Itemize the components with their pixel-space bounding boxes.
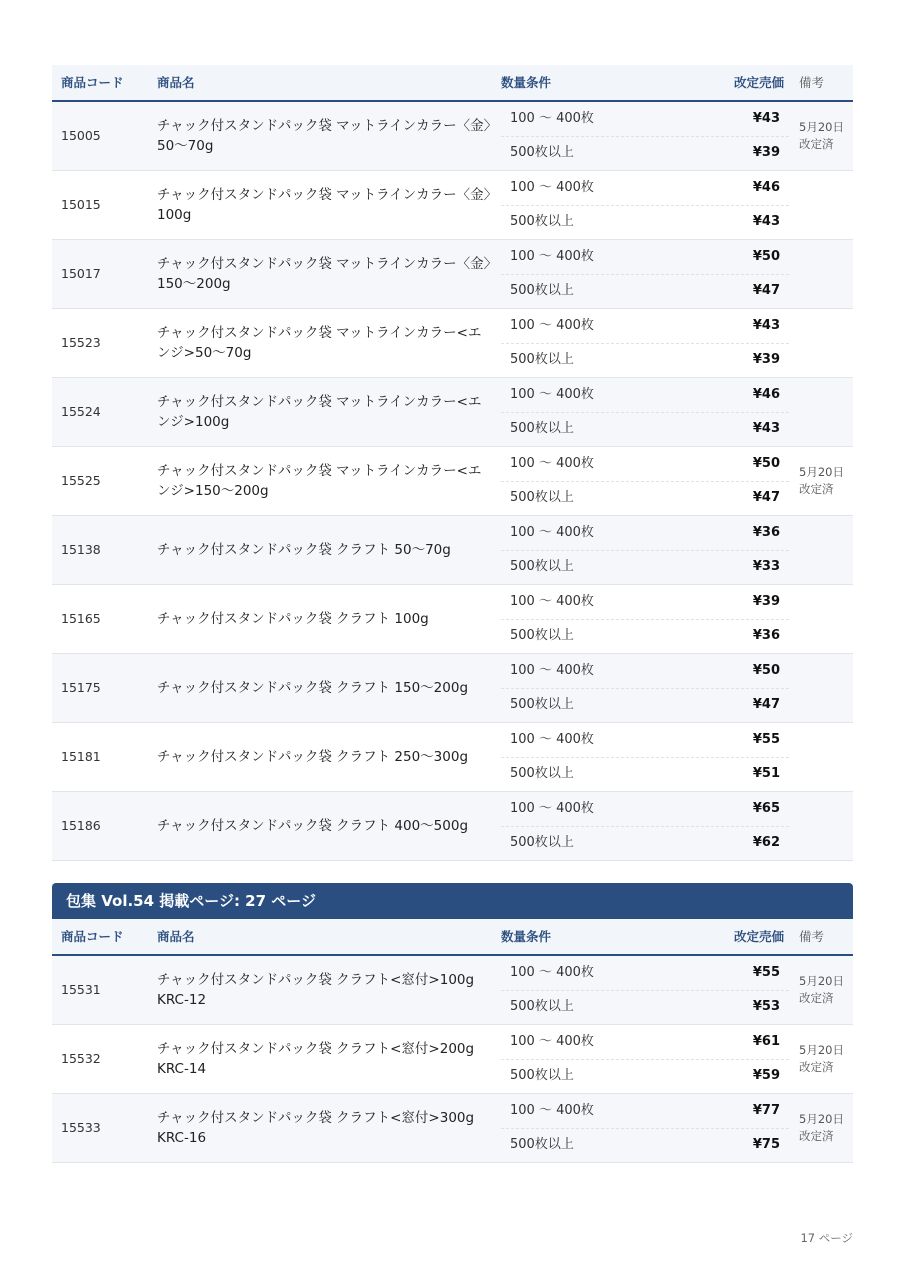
- quantity-condition: 500枚以上: [510, 145, 574, 160]
- product-name-cell: [157, 461, 492, 501]
- product-name: チャック付スタンドパック袋 マットラインカラー〈金〉150〜200g: [157, 256, 491, 292]
- remarks: [799, 1111, 844, 1145]
- price-tier: [501, 1128, 789, 1162]
- quantity-condition: 500枚以上: [510, 766, 574, 781]
- product-code: 15525: [61, 473, 101, 488]
- price-tier: [501, 1059, 789, 1093]
- product-code: 15005: [61, 128, 101, 143]
- revised-price: ¥46: [752, 180, 780, 195]
- quantity-condition: 100 〜 400枚: [510, 525, 594, 540]
- table-row: [52, 102, 853, 171]
- header-name: 商品名: [157, 929, 195, 944]
- table-row: [52, 792, 853, 861]
- quantity-condition: 100 〜 400枚: [510, 732, 594, 747]
- product-name-cell: [157, 116, 492, 156]
- quantity-condition: 500枚以上: [510, 421, 574, 436]
- product-name-cell: [157, 678, 492, 698]
- page-number: 17 ページ: [800, 1231, 853, 1245]
- quantity-condition: 500枚以上: [510, 559, 574, 574]
- remarks: [799, 464, 844, 498]
- product-code: 15165: [61, 611, 101, 626]
- remarks: [799, 1042, 844, 1076]
- product-code: 15524: [61, 404, 101, 419]
- revised-price: ¥59: [752, 1068, 780, 1083]
- product-code: 15533: [61, 1120, 101, 1135]
- table-row: [52, 378, 853, 447]
- price-tier: [501, 240, 789, 275]
- product-code: 15015: [61, 197, 101, 212]
- table-header: [52, 919, 853, 956]
- table-row: [52, 654, 853, 723]
- price-tier: [501, 136, 789, 170]
- revised-price: ¥47: [752, 697, 780, 712]
- product-name-cell: [157, 609, 492, 629]
- product-code: 15017: [61, 266, 101, 281]
- quantity-condition: 500枚以上: [510, 490, 574, 505]
- quantity-condition: 100 〜 400枚: [510, 180, 594, 195]
- table-row: [52, 447, 853, 516]
- revised-price: ¥50: [752, 663, 780, 678]
- price-tier: [501, 956, 789, 991]
- product-model: KRC-14: [157, 1061, 207, 1077]
- revised-price: ¥47: [752, 490, 780, 505]
- price-tier: [501, 378, 789, 413]
- price-table-2: [52, 919, 853, 1163]
- revised-price: ¥50: [752, 249, 780, 264]
- header-note: 備考: [799, 929, 825, 944]
- table-header: [52, 65, 853, 102]
- revised-price: ¥55: [752, 732, 780, 747]
- remarks-status: 改定済: [799, 1129, 834, 1143]
- header-price: 改定売価: [733, 929, 784, 944]
- revised-price: ¥75: [752, 1137, 780, 1152]
- remarks-date: 5月20日: [799, 465, 844, 479]
- table-row: [52, 240, 853, 309]
- price-tier: [501, 619, 789, 653]
- remarks-status: 改定済: [799, 991, 834, 1005]
- revised-price: ¥50: [752, 456, 780, 471]
- quantity-condition: 500枚以上: [510, 835, 574, 850]
- product-name: チャック付スタンドパック袋 クラフト<窓付>200g: [157, 1041, 475, 1057]
- header-qty: 数量条件: [501, 929, 552, 944]
- quantity-condition: 100 〜 400枚: [510, 965, 594, 980]
- price-tier: [501, 688, 789, 722]
- product-name: チャック付スタンドパック袋 クラフト 250〜300g: [157, 749, 469, 765]
- price-tier: [501, 1094, 789, 1129]
- table-row: [52, 723, 853, 792]
- price-tier: [501, 171, 789, 206]
- quantity-condition: 500枚以上: [510, 697, 574, 712]
- quantity-condition: 500枚以上: [510, 1068, 574, 1083]
- header-code: 商品コード: [61, 75, 124, 90]
- header-note: 備考: [799, 75, 825, 90]
- product-name-cell: [157, 816, 492, 836]
- product-code: 15532: [61, 1051, 101, 1066]
- remarks: [799, 119, 844, 153]
- price-tier: [501, 723, 789, 758]
- revised-price: ¥43: [752, 421, 780, 436]
- remarks-date: 5月20日: [799, 974, 844, 988]
- price-tier: [501, 757, 789, 791]
- revised-price: ¥61: [752, 1034, 780, 1049]
- quantity-condition: 100 〜 400枚: [510, 249, 594, 264]
- price-table-1: [52, 65, 853, 861]
- product-name-cell: [157, 970, 492, 1010]
- price-tier: [501, 516, 789, 551]
- product-name: チャック付スタンドパック袋 クラフト 100g: [157, 611, 429, 627]
- product-name: チャック付スタンドパック袋 マットラインカラー<エンジ>50〜70g: [157, 325, 482, 361]
- price-tier: [501, 309, 789, 344]
- header-code: 商品コード: [61, 929, 124, 944]
- revised-price: ¥43: [752, 111, 780, 126]
- quantity-condition: 100 〜 400枚: [510, 594, 594, 609]
- product-model: KRC-12: [157, 992, 207, 1008]
- product-name-cell: [157, 185, 492, 225]
- product-name: チャック付スタンドパック袋 マットラインカラー〈金〉100g: [157, 187, 491, 223]
- product-name-cell: [157, 1039, 492, 1079]
- product-name-cell: [157, 540, 492, 560]
- table-row: [52, 956, 853, 1025]
- quantity-condition: 500枚以上: [510, 999, 574, 1014]
- quantity-condition: 500枚以上: [510, 283, 574, 298]
- price-tier: [501, 1025, 789, 1060]
- quantity-condition: 100 〜 400枚: [510, 318, 594, 333]
- revised-price: ¥55: [752, 965, 780, 980]
- product-name-cell: [157, 392, 492, 432]
- quantity-condition: 100 〜 400枚: [510, 387, 594, 402]
- quantity-condition: 100 〜 400枚: [510, 1103, 594, 1118]
- product-model: KRC-16: [157, 1130, 207, 1146]
- remarks-date: 5月20日: [799, 1043, 844, 1057]
- price-tier: [501, 274, 789, 308]
- revised-price: ¥46: [752, 387, 780, 402]
- price-tier: [501, 826, 789, 860]
- price-tier: [501, 102, 789, 137]
- price-tier: [501, 447, 789, 482]
- price-tier: [501, 205, 789, 239]
- quantity-condition: 100 〜 400枚: [510, 663, 594, 678]
- remarks-date: 5月20日: [799, 1112, 844, 1126]
- revised-price: ¥36: [752, 628, 780, 643]
- product-name: チャック付スタンドパック袋 クラフト 400〜500g: [157, 818, 469, 834]
- product-name-cell: [157, 254, 492, 294]
- quantity-condition: 500枚以上: [510, 628, 574, 643]
- remarks-status: 改定済: [799, 482, 834, 496]
- revised-price: ¥33: [752, 559, 780, 574]
- price-tier: [501, 585, 789, 620]
- revised-price: ¥39: [752, 352, 780, 367]
- table-row: [52, 1025, 853, 1094]
- product-name: チャック付スタンドパック袋 マットラインカラー<エンジ>100g: [157, 394, 482, 430]
- product-code: 15523: [61, 335, 101, 350]
- price-tier: [501, 792, 789, 827]
- product-name: チャック付スタンドパック袋 マットラインカラー<エンジ>150〜200g: [157, 463, 482, 499]
- quantity-condition: 100 〜 400枚: [510, 456, 594, 471]
- table-row: [52, 1094, 853, 1163]
- table-row: [52, 171, 853, 240]
- revised-price: ¥62: [752, 835, 780, 850]
- revised-price: ¥39: [752, 594, 780, 609]
- revised-price: ¥53: [752, 999, 780, 1014]
- table-row: [52, 585, 853, 654]
- revised-price: ¥47: [752, 283, 780, 298]
- product-code: 15186: [61, 818, 101, 833]
- product-name: チャック付スタンドパック袋 クラフト<窓付>300g: [157, 1110, 475, 1126]
- header-name: 商品名: [157, 75, 195, 90]
- price-tier: [501, 550, 789, 584]
- remarks-status: 改定済: [799, 137, 834, 151]
- quantity-condition: 100 〜 400枚: [510, 111, 594, 126]
- product-name: チャック付スタンドパック袋 クラフト 150〜200g: [157, 680, 469, 696]
- quantity-condition: 500枚以上: [510, 1137, 574, 1152]
- product-name: チャック付スタンドパック袋 マットラインカラー〈金〉50〜70g: [157, 118, 491, 154]
- product-code: 15138: [61, 542, 101, 557]
- section-banner: 包集 Vol.54 掲載ページ: 27 ページ: [52, 883, 853, 919]
- quantity-condition: 100 〜 400枚: [510, 1034, 594, 1049]
- remarks: [799, 973, 844, 1007]
- table-row: [52, 516, 853, 585]
- product-name-cell: [157, 747, 492, 767]
- product-code: 15175: [61, 680, 101, 695]
- revised-price: ¥43: [752, 318, 780, 333]
- price-tier: [501, 343, 789, 377]
- price-tier: [501, 412, 789, 446]
- revised-price: ¥65: [752, 801, 780, 816]
- revised-price: ¥77: [752, 1103, 780, 1118]
- header-price: 改定売価: [733, 75, 784, 90]
- product-name: チャック付スタンドパック袋 クラフト<窓付>100g: [157, 972, 475, 988]
- revised-price: ¥36: [752, 525, 780, 540]
- remarks-status: 改定済: [799, 1060, 834, 1074]
- price-tier: [501, 481, 789, 515]
- product-name-cell: [157, 323, 492, 363]
- table-row: [52, 309, 853, 378]
- header-qty: 数量条件: [501, 75, 552, 90]
- product-code: 15531: [61, 982, 101, 997]
- remarks-date: 5月20日: [799, 120, 844, 134]
- quantity-condition: 100 〜 400枚: [510, 801, 594, 816]
- product-name-cell: [157, 1108, 492, 1148]
- revised-price: ¥39: [752, 145, 780, 160]
- price-tier: [501, 990, 789, 1024]
- quantity-condition: 500枚以上: [510, 352, 574, 367]
- product-code: 15181: [61, 749, 101, 764]
- product-name: チャック付スタンドパック袋 クラフト 50〜70g: [157, 542, 451, 558]
- revised-price: ¥51: [752, 766, 780, 781]
- price-tier: [501, 654, 789, 689]
- revised-price: ¥43: [752, 214, 780, 229]
- quantity-condition: 500枚以上: [510, 214, 574, 229]
